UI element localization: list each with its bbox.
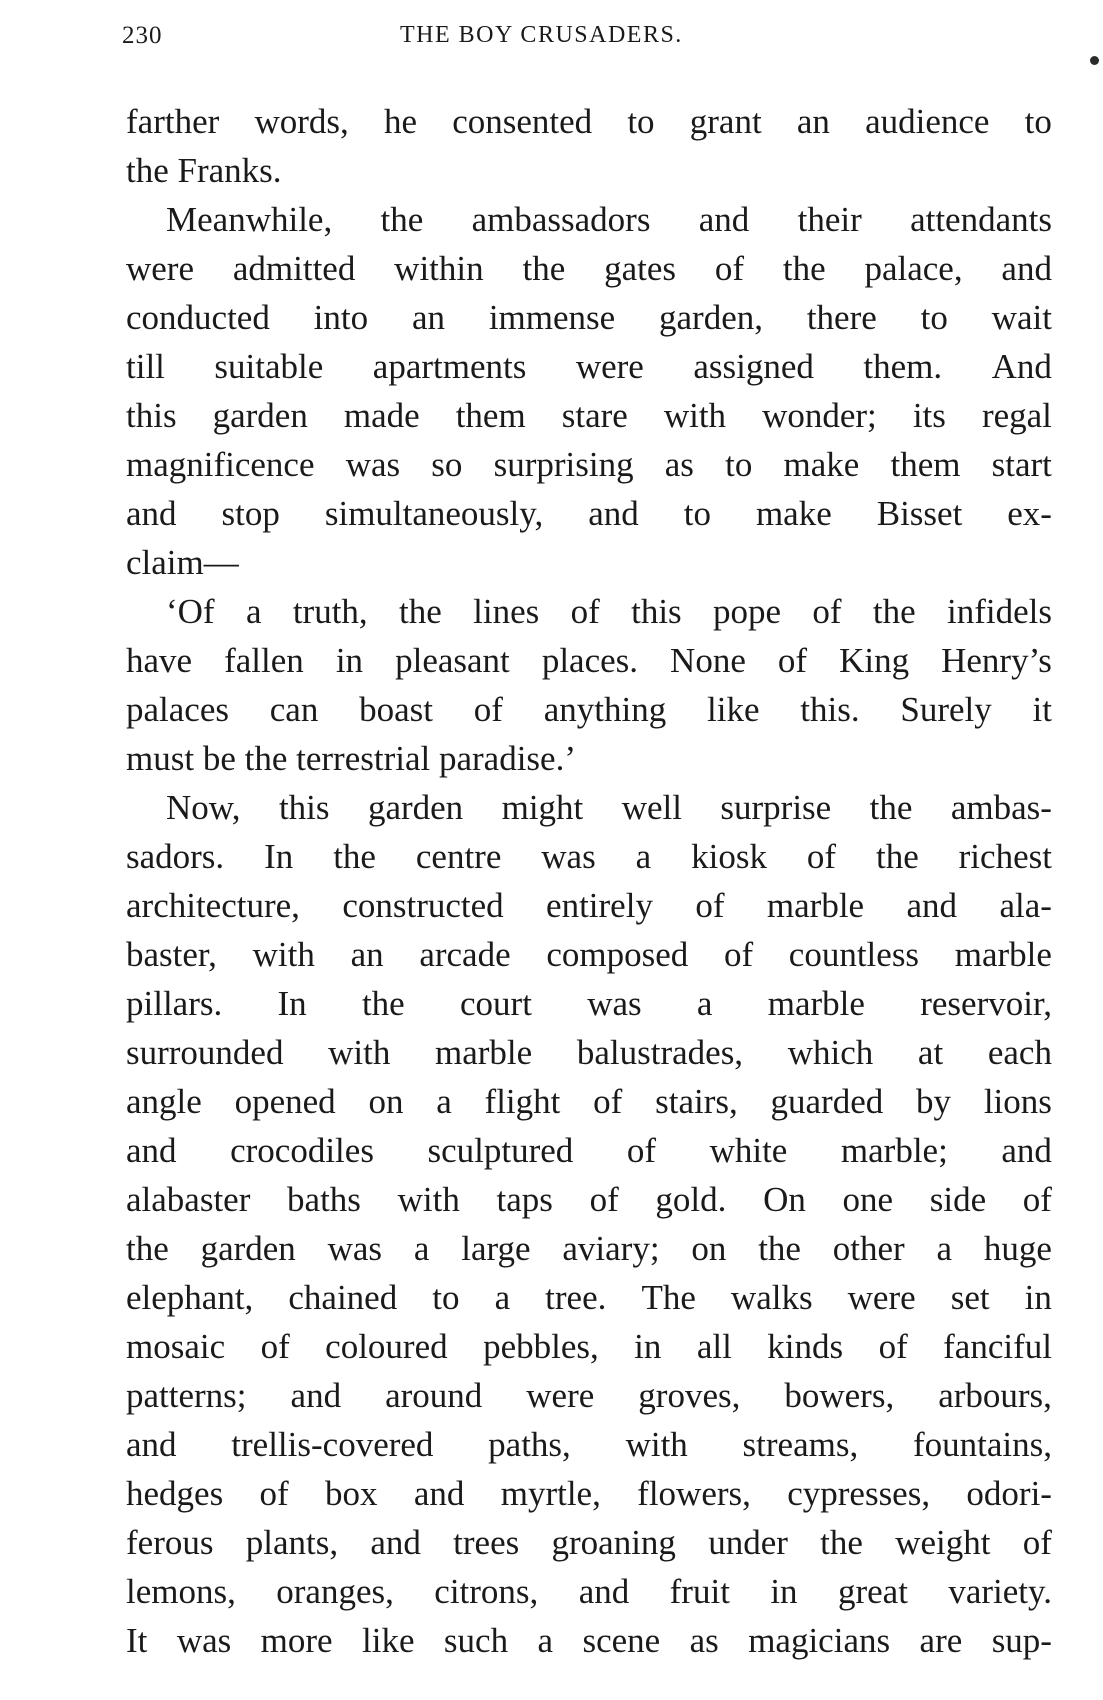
word: surprise	[720, 788, 832, 827]
word: boast	[359, 690, 434, 729]
word: a	[696, 984, 713, 1023]
word: truth,	[292, 592, 368, 631]
word: till	[126, 347, 165, 386]
word: aviary;	[562, 1229, 660, 1268]
word: simultaneously,	[324, 494, 544, 533]
word: have	[126, 641, 193, 680]
word: In	[277, 984, 307, 1023]
word: richest	[958, 837, 1052, 876]
word: make	[755, 494, 832, 533]
word: are	[919, 1621, 963, 1660]
word: fallen	[224, 641, 304, 680]
word: other	[832, 1229, 905, 1268]
word: The	[641, 1278, 696, 1317]
word: the	[522, 249, 566, 288]
word: ala-	[999, 886, 1052, 925]
word: garden,	[659, 298, 763, 337]
word: start	[991, 445, 1052, 484]
word: ex-	[1007, 494, 1052, 533]
word: pebbles,	[483, 1327, 599, 1366]
word: within	[394, 249, 484, 288]
word: box	[325, 1474, 378, 1513]
word: which	[787, 1033, 874, 1072]
text-line	[126, 832, 1052, 881]
text-line	[126, 1322, 1052, 1371]
word: so	[431, 445, 463, 484]
word: a	[413, 1229, 430, 1268]
word: magnificence	[126, 445, 315, 484]
word: countless	[788, 935, 920, 974]
word: the	[820, 1523, 863, 1562]
word: flowers,	[637, 1474, 751, 1513]
word: regal	[981, 396, 1052, 435]
word: this	[631, 592, 682, 631]
word: paradise.’	[438, 739, 576, 778]
running-title: THE BOY CRUSADERS.	[400, 22, 683, 48]
text-line	[126, 489, 1052, 538]
word: surprising	[493, 445, 634, 484]
word: ambas-	[950, 788, 1052, 827]
word: to	[1024, 102, 1052, 141]
word: baths	[287, 1180, 361, 1219]
text-line	[126, 1175, 1052, 1224]
word: baster,	[126, 935, 217, 974]
word: marble	[767, 984, 865, 1023]
word: their	[797, 200, 862, 239]
word: ambassadors	[471, 200, 651, 239]
word: elephant,	[126, 1278, 254, 1317]
word: was	[345, 445, 401, 484]
word: odori-	[966, 1474, 1052, 1513]
word: composed	[546, 935, 689, 974]
word: and	[290, 1376, 342, 1415]
print-speck	[1090, 56, 1099, 65]
word: reservoir,	[920, 984, 1052, 1023]
page-number: 230	[122, 22, 163, 49]
word: audience	[865, 102, 990, 141]
word: sculptured	[427, 1131, 574, 1170]
word: and	[126, 494, 177, 533]
word: white	[709, 1131, 788, 1170]
word: on	[368, 1082, 404, 1121]
word: this	[278, 788, 330, 827]
text-line	[126, 1077, 1052, 1126]
text-line	[126, 97, 1052, 146]
word: trellis-covered	[231, 1425, 434, 1464]
word: an	[411, 298, 445, 337]
word: cypresses,	[787, 1474, 931, 1513]
word: was	[541, 837, 596, 876]
word: might	[501, 788, 584, 827]
text-line	[126, 293, 1052, 342]
word: an	[350, 935, 384, 974]
text-line	[126, 783, 1052, 832]
word: stairs,	[655, 1082, 738, 1121]
word: them	[890, 445, 961, 484]
word: of	[589, 1180, 619, 1219]
word: arbours,	[938, 1376, 1052, 1415]
word: of	[714, 249, 744, 288]
word: side	[929, 1180, 987, 1219]
word: chained	[288, 1278, 398, 1317]
word: and	[588, 494, 639, 533]
word: marble;	[840, 1131, 948, 1170]
text-line	[126, 1273, 1052, 1322]
word: suitable	[214, 347, 324, 386]
word: well	[621, 788, 682, 827]
word: with	[625, 1425, 688, 1464]
word: the	[875, 837, 919, 876]
word: crocodiles	[230, 1131, 374, 1170]
word: a	[936, 1229, 953, 1268]
word: stare	[561, 396, 628, 435]
word: on	[691, 1229, 727, 1268]
text-line	[126, 685, 1052, 734]
word: the	[869, 788, 913, 827]
word: in	[770, 1572, 798, 1611]
word: and	[698, 200, 750, 239]
word: in	[1024, 1278, 1052, 1317]
word: fruit	[669, 1572, 730, 1611]
word: assigned	[693, 347, 814, 386]
word: variety.	[948, 1572, 1052, 1611]
word: coloured	[325, 1327, 448, 1366]
word: wait	[991, 298, 1052, 337]
word: words,	[254, 102, 349, 141]
text-line	[126, 244, 1052, 293]
word: angle	[126, 1082, 202, 1121]
text-line	[126, 979, 1052, 1028]
word: more	[260, 1621, 333, 1660]
word: scene	[582, 1621, 661, 1660]
word: in	[335, 641, 364, 680]
word: with	[397, 1180, 460, 1219]
text-line	[126, 146, 1052, 195]
word: groaning	[551, 1523, 676, 1562]
word: In	[264, 837, 294, 876]
word: were	[126, 249, 195, 288]
word: make	[783, 445, 860, 484]
word: paths,	[488, 1425, 571, 1464]
word: huge	[983, 1229, 1052, 1268]
word: plants,	[245, 1523, 339, 1562]
text-line	[126, 195, 1052, 244]
word: grant	[689, 102, 762, 141]
text-line	[126, 1028, 1052, 1077]
word: all	[696, 1327, 732, 1366]
text-line	[126, 881, 1052, 930]
word: anything	[543, 690, 667, 729]
word: and	[906, 886, 958, 925]
word: On	[763, 1180, 806, 1219]
text-line	[126, 440, 1052, 489]
word: citrons,	[434, 1572, 539, 1611]
word: one	[842, 1180, 894, 1219]
word: terrestrial	[296, 739, 439, 778]
word: of	[723, 935, 754, 974]
word: the	[758, 1229, 801, 1268]
word: to	[725, 445, 753, 484]
word: the	[361, 984, 405, 1023]
word: consented	[452, 102, 593, 141]
word: Henry’s	[941, 641, 1052, 680]
word: the	[380, 200, 424, 239]
word: this.	[800, 690, 860, 729]
word: Now,	[166, 788, 241, 827]
word: marble	[766, 886, 865, 925]
word: court	[460, 984, 532, 1023]
word: pope	[713, 592, 782, 631]
word: ferous	[126, 1523, 214, 1562]
text-line	[126, 1469, 1052, 1518]
word: myrtle,	[500, 1474, 601, 1513]
word: and	[1001, 249, 1052, 288]
word: and	[370, 1523, 421, 1562]
word: claim—	[126, 543, 239, 582]
word: alabaster	[126, 1180, 251, 1219]
word: sup-	[991, 1621, 1052, 1660]
word: was	[327, 1229, 383, 1268]
running-head	[122, 22, 964, 62]
word: fanciful	[943, 1327, 1052, 1366]
word: Surely	[900, 690, 992, 729]
word: around	[385, 1376, 483, 1415]
word: the	[333, 837, 376, 876]
word: marble	[435, 1033, 533, 1072]
word: he	[383, 102, 417, 141]
word: of	[878, 1327, 908, 1366]
word: entirely	[546, 886, 653, 925]
word: of	[695, 886, 725, 925]
word: garden	[367, 788, 464, 827]
text-line	[126, 1126, 1052, 1175]
word: was	[587, 984, 642, 1023]
word: None	[670, 641, 746, 680]
word: in	[634, 1327, 662, 1366]
word: architecture,	[126, 886, 300, 925]
word: there	[806, 298, 877, 337]
word: such	[443, 1621, 509, 1660]
word: the	[399, 592, 442, 631]
word: them.	[863, 347, 943, 386]
text-line	[126, 342, 1052, 391]
text-line	[126, 930, 1052, 979]
word: of	[473, 690, 503, 729]
word: like	[362, 1621, 415, 1660]
text-line	[126, 587, 1052, 636]
word: with	[252, 935, 315, 974]
word: bowers,	[784, 1376, 895, 1415]
word: into	[313, 298, 369, 337]
word: pleasant	[395, 641, 510, 680]
word: conducted	[126, 298, 270, 337]
word: this	[126, 396, 177, 435]
word: to	[683, 494, 711, 533]
word: a	[436, 1082, 452, 1121]
word: must	[126, 739, 203, 778]
word: its	[912, 396, 946, 435]
word: a	[537, 1621, 554, 1660]
word: oranges,	[276, 1572, 394, 1611]
word: a	[494, 1278, 511, 1317]
word: were	[575, 347, 644, 386]
text-line	[126, 1420, 1052, 1469]
word: and	[1001, 1131, 1052, 1170]
word: tree.	[545, 1278, 607, 1317]
word: Bisset	[876, 494, 963, 533]
word: the	[126, 151, 178, 190]
word: of	[1022, 1180, 1052, 1219]
word: and	[126, 1425, 177, 1464]
word: flight	[484, 1082, 561, 1121]
word: surrounded	[126, 1033, 284, 1072]
word: taps	[496, 1180, 553, 1219]
word: stop	[221, 494, 280, 533]
word: magicians	[748, 1621, 891, 1660]
word: set	[950, 1278, 990, 1317]
word: of	[260, 1327, 290, 1366]
word: with	[663, 396, 727, 435]
word: each	[987, 1033, 1052, 1072]
word: by	[916, 1082, 952, 1121]
word: guarded	[770, 1082, 884, 1121]
word: of	[777, 641, 808, 680]
text-line	[126, 1371, 1052, 1420]
word: of	[593, 1082, 623, 1121]
word: palaces	[126, 690, 229, 729]
word: them	[455, 396, 526, 435]
word: apartments	[372, 347, 527, 386]
word: streams,	[742, 1425, 859, 1464]
word: marble	[954, 935, 1052, 974]
word: and	[126, 1131, 177, 1170]
word: opened	[234, 1082, 336, 1121]
word: balustrades,	[576, 1033, 744, 1072]
word: places.	[541, 641, 639, 680]
word: lemons,	[126, 1572, 236, 1611]
word: immense	[488, 298, 616, 337]
word: under	[708, 1523, 788, 1562]
word: like	[707, 690, 760, 729]
word: weight	[895, 1523, 991, 1562]
word: kinds	[767, 1327, 844, 1366]
word: an	[796, 102, 830, 141]
word: It	[126, 1621, 148, 1660]
word: as	[664, 445, 694, 484]
word: kiosk	[691, 837, 767, 876]
word: farther	[126, 102, 220, 141]
text-line	[126, 734, 1052, 783]
word: to	[627, 102, 655, 141]
word: the	[872, 592, 916, 631]
text-line	[126, 1224, 1052, 1273]
word: a	[635, 837, 652, 876]
word: garden	[212, 396, 308, 435]
word: constructed	[342, 886, 504, 925]
word: walks	[730, 1278, 813, 1317]
word: it	[1032, 690, 1052, 729]
word: and	[413, 1474, 465, 1513]
word: to	[432, 1278, 460, 1317]
word: with	[328, 1033, 391, 1072]
word: the	[244, 739, 297, 778]
text-line	[126, 1567, 1052, 1616]
word: arcade	[419, 935, 511, 974]
word: admitted	[232, 249, 356, 288]
word: Franks.	[177, 151, 282, 190]
word: large	[461, 1229, 531, 1268]
word: of	[259, 1474, 289, 1513]
word: pillars.	[126, 984, 223, 1023]
body-text	[126, 97, 1052, 1665]
word: of	[812, 592, 842, 631]
word: patterns;	[126, 1376, 247, 1415]
word: lines	[473, 592, 540, 631]
word: palace,	[864, 249, 963, 288]
text-line	[126, 391, 1052, 440]
word: wonder;	[762, 396, 877, 435]
word: Meanwhile,	[166, 200, 333, 239]
word: of	[570, 592, 600, 631]
word: attendants	[910, 200, 1052, 239]
word: King	[839, 641, 910, 680]
word: gold.	[655, 1180, 727, 1219]
word: of	[1022, 1523, 1052, 1562]
word: great	[837, 1572, 908, 1611]
word: were	[847, 1278, 916, 1317]
word: made	[343, 396, 420, 435]
word: the	[782, 249, 826, 288]
word: gates	[604, 249, 676, 288]
word: were	[526, 1376, 595, 1415]
text-line	[126, 538, 1052, 587]
word: a	[245, 592, 262, 631]
word: of	[626, 1131, 657, 1170]
word: be	[202, 739, 245, 778]
word: ‘Of	[166, 592, 215, 631]
text-line	[126, 636, 1052, 685]
word: lions	[983, 1082, 1052, 1121]
word: hedges	[126, 1474, 224, 1513]
word: infidels	[947, 592, 1052, 631]
word: mosaic	[126, 1327, 226, 1366]
word: the	[126, 1229, 169, 1268]
word: as	[689, 1621, 719, 1660]
word: sadors.	[126, 837, 225, 876]
word: was	[176, 1621, 232, 1660]
word: can	[269, 690, 319, 729]
word: and	[578, 1572, 630, 1611]
text-line	[126, 1518, 1052, 1567]
word: groves,	[638, 1376, 741, 1415]
word: of	[806, 837, 837, 876]
word: trees	[453, 1523, 520, 1562]
word: And	[991, 347, 1052, 386]
word: fountains,	[912, 1425, 1052, 1464]
word: to	[920, 298, 948, 337]
word: at	[917, 1033, 944, 1072]
text-line	[126, 1616, 1052, 1665]
word: garden	[200, 1229, 296, 1268]
word: centre	[415, 837, 502, 876]
